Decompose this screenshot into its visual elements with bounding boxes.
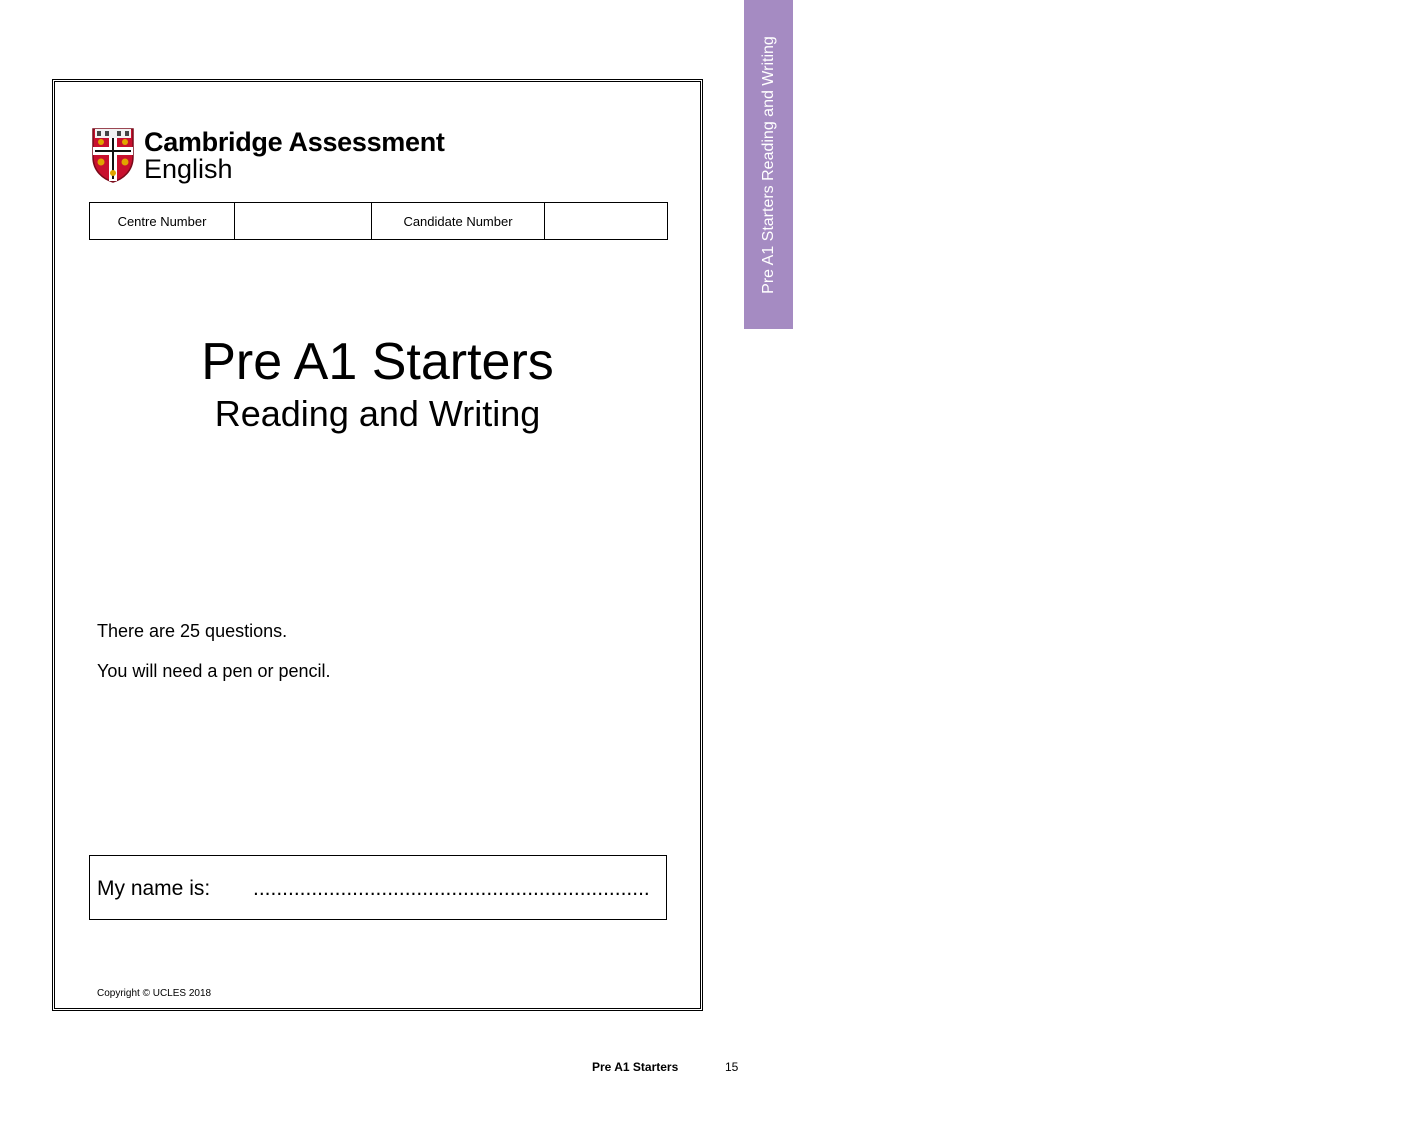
centre-number-field[interactable] <box>235 203 372 240</box>
logo-text-line1: Cambridge Assessment <box>144 127 445 157</box>
exam-title: Pre A1 Starters <box>201 333 554 391</box>
cambridge-logo <box>91 127 445 187</box>
candidate-number-field[interactable] <box>545 203 668 240</box>
page-number: 15 <box>725 1060 739 1074</box>
exam-cover-page <box>52 79 703 1011</box>
side-tab <box>744 0 793 329</box>
side-tab-label: Pre A1 Starters Reading and Writing <box>759 35 777 294</box>
name-field[interactable]: .................................................................... <box>253 877 650 900</box>
cambridge-shield-icon <box>91 127 135 183</box>
info-materials: You will need a pen or pencil. <box>97 661 331 681</box>
centre-number-label: Centre Number <box>90 203 235 240</box>
logo-text-line2: English <box>144 154 233 184</box>
info-question-count: There are 25 questions. <box>97 621 288 641</box>
name-box <box>89 855 667 920</box>
footer-title: Pre A1 Starters <box>592 1060 679 1074</box>
copyright-notice: Copyright © UCLES 2018 <box>97 988 212 999</box>
exam-subtitle: Reading and Writing <box>214 393 541 434</box>
candidate-id-table <box>89 202 668 240</box>
name-label: My name is: <box>97 877 211 900</box>
candidate-number-label: Candidate Number <box>372 203 545 240</box>
